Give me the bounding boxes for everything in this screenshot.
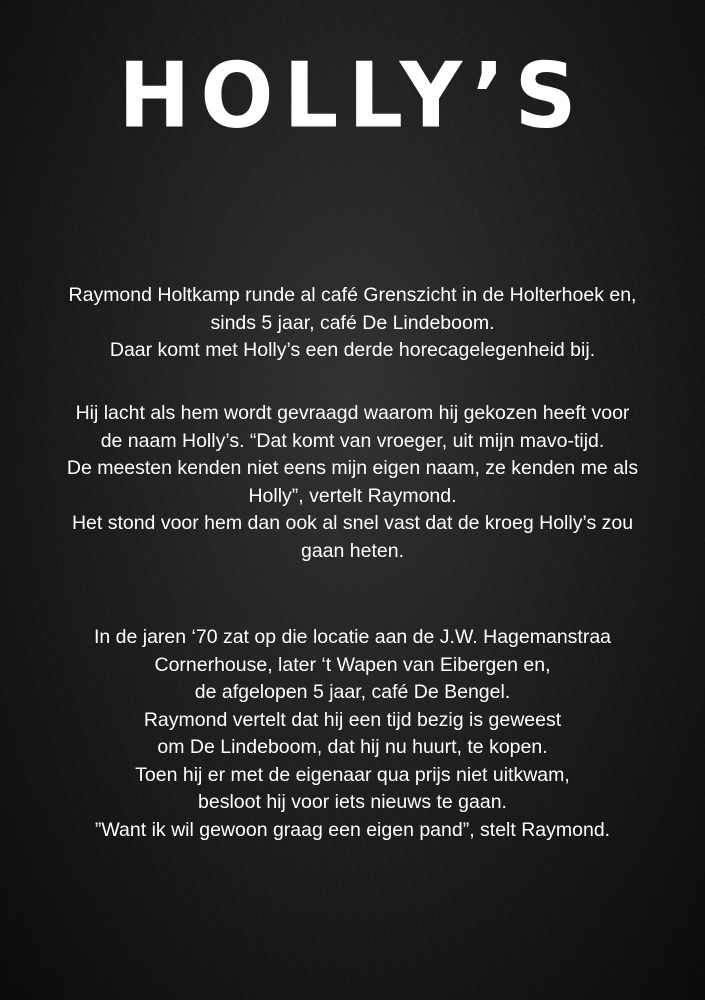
text-line: Cornerhouse, later ‘t Wapen van Eibergen en, <box>154 653 551 676</box>
text-line: de naam Holly’s. “Dat komt van vroeger, uit mijn mavo-tijd. <box>100 429 605 452</box>
text-line: Het stond voor hem dan ook al snel vast dat de kroeg Holly’s zou <box>71 512 634 534</box>
text-line: Holly”, vertelt Raymond. <box>248 484 457 507</box>
text-line: Raymond Holtkamp runde al café Grenszicht in de Holterhoek en, <box>68 284 637 306</box>
text-line: de afgelopen 5 jaar, café De Bengel. <box>194 681 511 703</box>
text-line: Daar komt met Holly’s een derde horecagelegenheid bij. <box>109 339 596 361</box>
text-line: De meesten kenden niet eens mijn eigen naam, ze kenden me als <box>66 457 639 479</box>
text-line: om De Lindeboom, dat hij nu huurt, te kopen. <box>157 736 548 758</box>
page-title: HOLLY’S <box>118 43 587 149</box>
text-line: sinds 5 jaar, café De Lindeboom. <box>210 311 495 334</box>
text-line: Toen hij er met de eigenaar qua prijs niet uitkwam, <box>135 763 570 786</box>
text-line: ”Want ik wil gewoon graag een eigen pand”, stelt Raymond. <box>94 818 611 841</box>
paragraph-location-history <box>0 624 705 844</box>
text-line: In de jaren ‘70 zat op die locatie aan de J.W. Hagemanstraa <box>93 626 612 648</box>
paragraph-intro <box>0 282 705 365</box>
text-line: besloot hij voor iets nieuws te gaan. <box>198 791 507 813</box>
text-line: Hij lacht als hem wordt gevraagd waarom hij gekozen heeft voor <box>75 402 630 424</box>
text-line: gaan heten. <box>300 539 404 562</box>
paragraph-name-origin <box>0 400 705 565</box>
text-line: Raymond vertelt dat hij een tijd bezig is geweest <box>143 708 562 731</box>
